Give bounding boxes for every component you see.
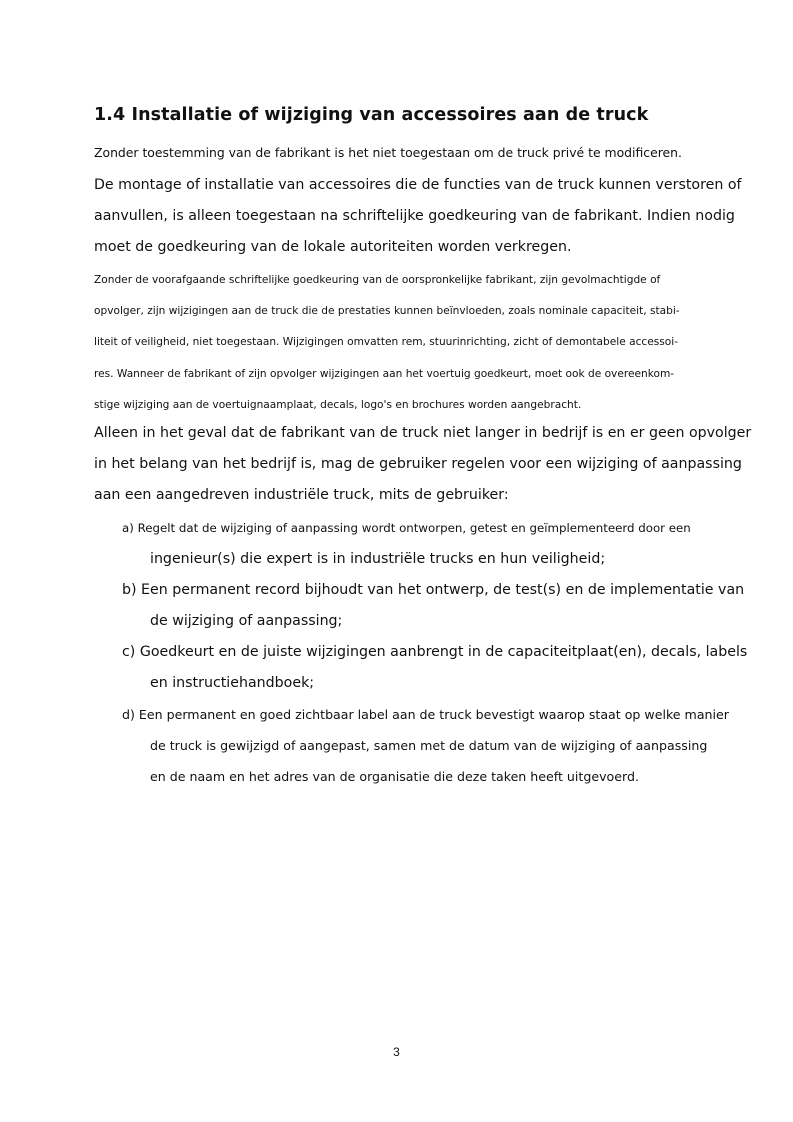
paragraph-line: aan een aangedreven industriële truck, mits de gebruiker:	[94, 487, 509, 503]
list-item-continuation: en instructiehandboek;	[150, 675, 315, 691]
paragraph-line: De montage of installatie van accessoires die de functies van de truck kunnen verstoren of	[94, 177, 742, 193]
paragraph-user-conditions	[94, 418, 751, 511]
list-item-continuation: ingenieur(s) die expert is in industriële trucks en hun veiligheid;	[150, 551, 606, 567]
list-item-d	[122, 699, 747, 792]
paragraph-line: in het belang van het bedrijf is, mag de gebruiker regelen voor een wijziging of aanpassing	[94, 456, 742, 472]
paragraph-line: aanvullen, is alleen toegestaan na schriftelijke goedkeuring van de fabrikant. Indien nodig	[94, 208, 735, 224]
paragraph-modifications	[94, 265, 680, 421]
paragraph-line: stige wijziging aan de voertuignaamplaat, decals, logo's en brochures worden aangebracht.	[94, 398, 582, 411]
paragraph-line: opvolger, zijn wijzigingen aan de truck die de prestaties kunnen beïnvloeden, zoals nominale capaciteit, stabi-	[94, 305, 680, 318]
list-item-continuation: de wijziging of aanpassing;	[150, 613, 343, 629]
list-item-c	[122, 637, 747, 699]
page-number: 3	[393, 1045, 400, 1059]
paragraph-intro: Zonder toestemming van de fabrikant is het niet toegestaan om de truck privé te modificeren.	[94, 145, 682, 160]
list-item-b	[122, 575, 747, 637]
list-item-continuation: en de naam en het adres van de organisatie die deze taken heeft uitgevoerd.	[150, 769, 639, 784]
conditions-list	[122, 513, 747, 792]
section-heading: 1.4 Installatie of wijziging van accessoires aan de truck	[94, 105, 649, 125]
paragraph-line: Alleen in het geval dat de fabrikant van de truck niet langer in bedrijf is en er geen opvolger	[94, 425, 752, 441]
list-item-first-line: b) Een permanent record bijhoudt van het ontwerp, de test(s) en de implementatie van	[122, 582, 745, 598]
list-item-continuation: de truck is gewijzigd of aangepast, samen met de datum van de wijziging of aanpassing	[150, 738, 708, 753]
list-item-first-line: c) Goedkeurt en de juiste wijzigingen aanbrengt in de capaciteitplaat(en), decals, labels	[122, 644, 748, 660]
paragraph-line: Zonder de voorafgaande schriftelijke goedkeuring van de oorspronkelijke fabrikant, zijn gevolmachtigde of	[94, 274, 661, 286]
paragraph-line: moet de goedkeuring van de lokale autoriteiten worden verkregen.	[94, 239, 572, 255]
paragraph-line: liteit of veiligheid, niet toegestaan. Wijzigingen omvatten rem, stuurinrichting, zicht of demontabele accessoi-	[94, 336, 679, 349]
list-item-first-line: a) Regelt dat de wijziging of aanpassing wordt ontworpen, getest en geïmplementeerd door een	[122, 521, 691, 535]
list-item-a	[122, 513, 747, 575]
paragraph-line: res. Wanneer de fabrikant of zijn opvolger wijzigingen aan het voertuig goedkeurt, moet ook de overeenkom-	[94, 367, 675, 380]
list-item-first-line: d) Een permanent en goed zichtbaar label aan de truck bevestigt waarop staat op welke manier	[122, 707, 729, 722]
paragraph-installation	[94, 170, 742, 263]
